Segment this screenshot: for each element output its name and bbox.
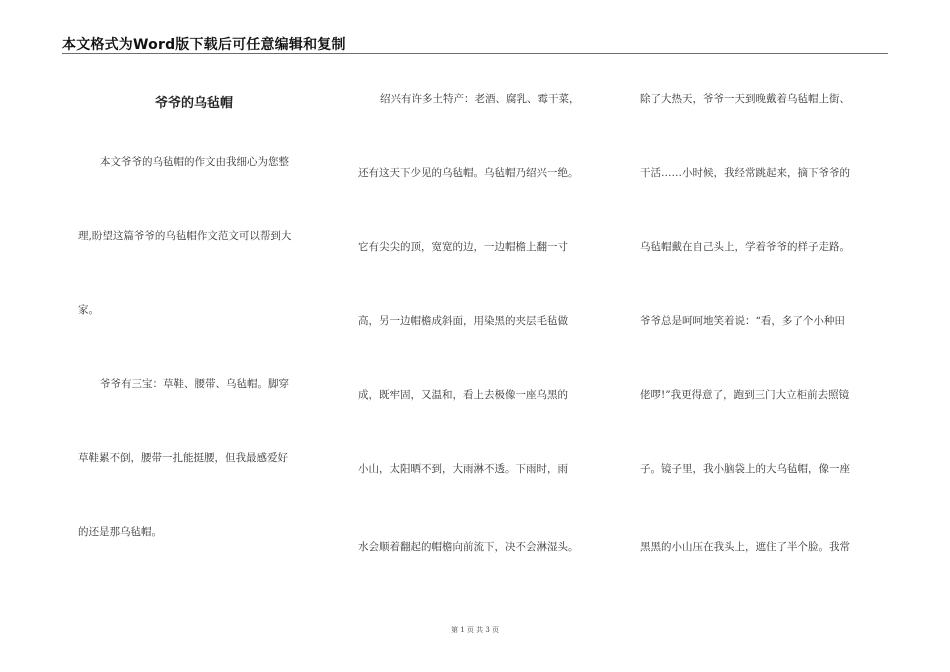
text-line: 草鞋累不倒，腰带一扎能挺腰，但我最感爱好 <box>78 452 288 464</box>
text-line: 除了大热天，爷爷一天到晚戴着乌毡帽上街、 <box>640 93 850 105</box>
text-line: 小山，太阳晒不到，大雨淋不透。下雨时，雨 <box>358 463 568 475</box>
text-line: 本文爷爷的乌毡帽的作文由我细心为您整 <box>100 156 289 168</box>
header-rule <box>62 53 888 54</box>
text-line: 家。 <box>78 304 99 316</box>
text-line: 干活……小时候，我经常跳起来，摘下爷爷的 <box>640 167 850 179</box>
text-line: 子。镜子里，我小脑袋上的大乌毡帽，像一座 <box>640 463 850 475</box>
text-line: 爷爷总是呵呵地笑着说：“看，多了个小种田 <box>640 315 845 327</box>
text-line: 高，另一边帽檐成斜面，用染黑的夹层毛毡做 <box>358 315 568 327</box>
page-number: 第 1 页 共 3 页 <box>450 626 500 634</box>
document-title: 爷爷的乌毡帽 <box>154 96 233 111</box>
text-line: 爷爷有三宝：草鞋、腰带、乌毡帽。脚穿 <box>100 378 289 390</box>
text-line: 黑黑的小山压在我头上，遮住了半个脸。我常 <box>640 541 850 553</box>
text-line: 理,盼望这篇爷爷的乌毡帽作文范文可以帮到大 <box>78 230 292 242</box>
text-line: 乌毡帽戴在自己头上，学着爷爷的样子走路。 <box>640 241 850 253</box>
text-line: 还有这天下少见的乌毡帽。乌毡帽乃绍兴一绝。 <box>358 167 579 179</box>
text-line: 佬啰!”我更得意了，跑到三门大立柜前去照镜 <box>640 389 850 401</box>
text-line: 水会顺着翻起的帽檐向前流下，决不会淋湿头。 <box>358 541 579 553</box>
text-line: 的还是那乌毡帽。 <box>78 526 162 538</box>
document-header: 本文格式为Word版下载后可任意编辑和复制 <box>62 37 346 53</box>
text-line: 绍兴有许多土特产：老酒、腐乳、霉干菜， <box>380 93 580 105</box>
text-line: 成，既牢固，又温和，看上去极像一座乌黑的 <box>358 389 568 401</box>
text-line: 它有尖尖的顶，宽宽的边，一边帽檐上翻一寸 <box>358 241 568 253</box>
